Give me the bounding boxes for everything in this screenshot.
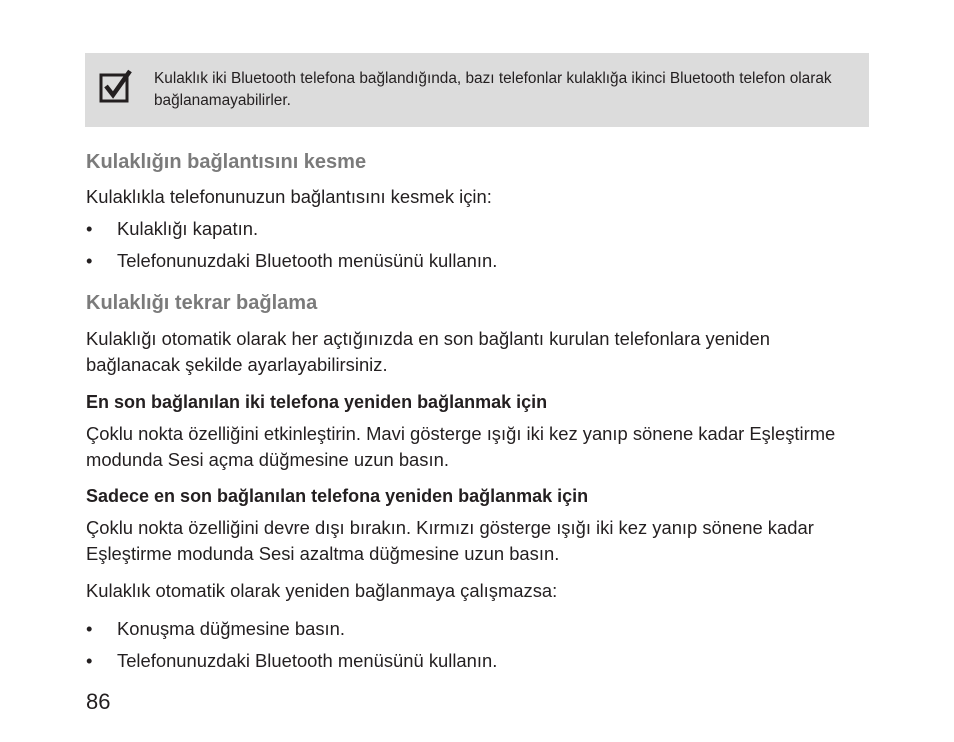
bullet-icon: • (86, 218, 93, 239)
last-phone-text: Çoklu nokta özelliğini devre dışı bırakın. Kırmızı gösterge ışığı iki kez yanıp sönene kadar Eşleştirme modunda Sesi azaltma düğmesine uzun basın. (86, 517, 814, 564)
note-box (85, 53, 869, 127)
bullet-icon: • (86, 650, 93, 671)
section-heading-disconnect: Kulaklığın bağlantısını kesme (86, 151, 367, 173)
list-item-text: Telefonunuzdaki Bluetooth menüsünü kullanın. (117, 650, 498, 671)
subheading-two-phones: En son bağlanılan iki telefona yeniden bağlanmak için (86, 392, 548, 412)
bullet-icon: • (86, 618, 93, 639)
reconnect-intro: Kulaklığı otomatik olarak her açtığınızda en son bağlantı kurulan telefonlara yeniden bağlanacak şekilde ayarlayabilirsiniz. (86, 328, 770, 375)
two-phones-text: Çoklu nokta özelliğini etkinleştirin. Mavi gösterge ışığı iki kez yanıp sönene kadar Eşleştirme modunda Sesi açma düğmesine uzun basın. (86, 423, 836, 470)
list-item-text: Telefonunuzdaki Bluetooth menüsünü kullanın. (117, 250, 498, 271)
list-item-text: Kulaklığı kapatın. (117, 218, 259, 239)
page-number: 86 (86, 689, 111, 714)
list-item-text: Konuşma düğmesine basın. (117, 618, 345, 639)
subheading-last-phone: Sadece en son bağlanılan telefona yeniden bağlanmak için (86, 486, 589, 506)
bullet-icon: • (86, 250, 93, 271)
note-text: Kulaklık iki Bluetooth telefona bağlandığında, bazı telefonlar kulaklığa ikinci Bluetooth telefon olarak bağlanamayabilirler. (154, 70, 832, 109)
section-heading-reconnect: Kulaklığı tekrar bağlama (86, 292, 318, 314)
checkbox-check-icon (99, 69, 133, 103)
disconnect-intro: Kulaklıkla telefonunuzun bağlantısını kesmek için: (86, 186, 492, 207)
fallback-intro: Kulaklık otomatik olarak yeniden bağlanmaya çalışmazsa: (86, 580, 558, 601)
